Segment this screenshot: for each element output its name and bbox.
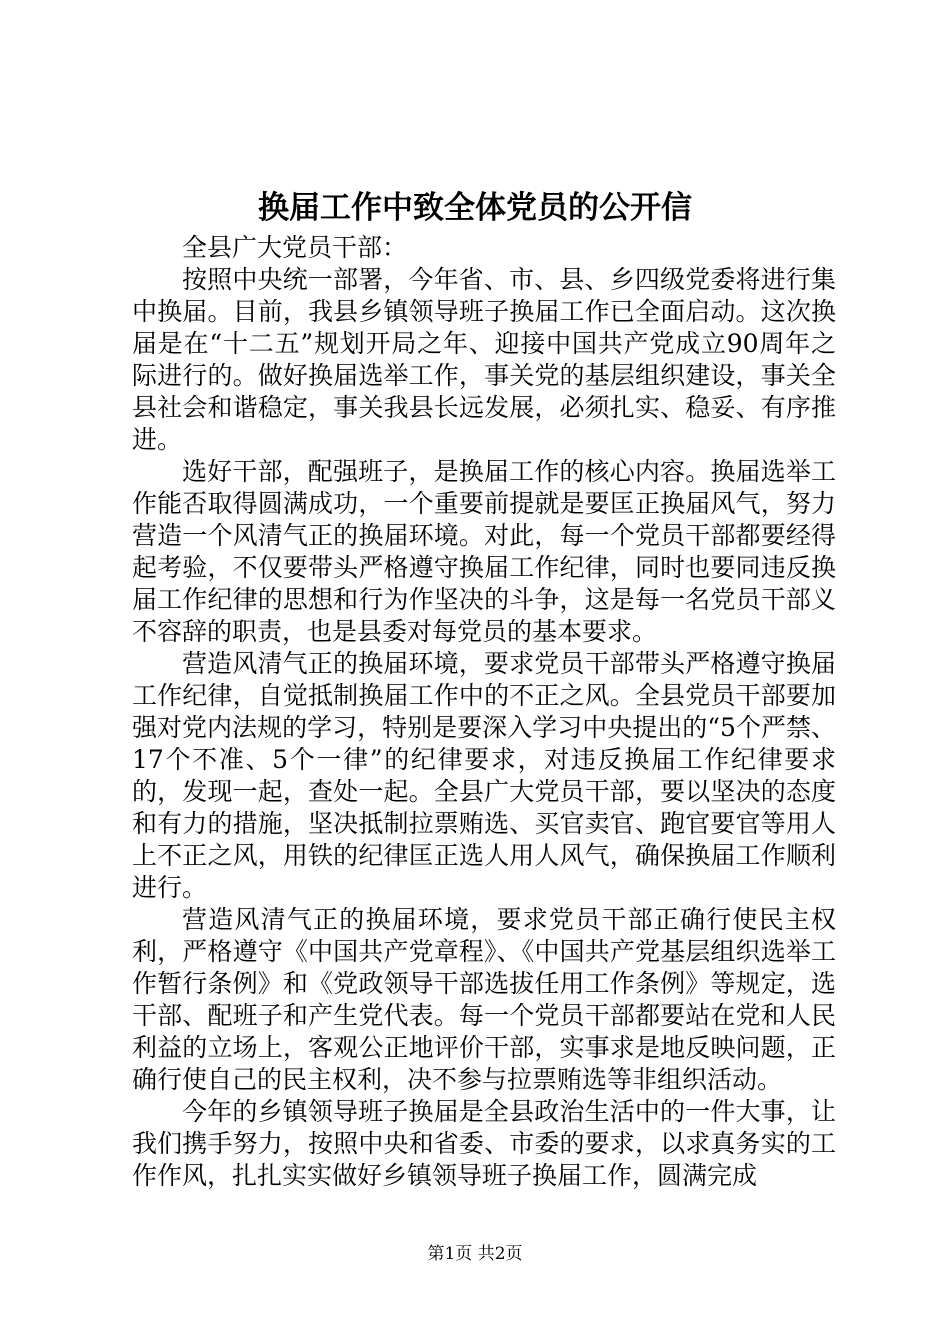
salutation: 全县广大党员干部： xyxy=(182,233,408,262)
paragraph-4: 营造风清气正的换届环境，要求党员干部正确行使民主权利，严格遵守《中国共产党章程》、《中国共产党基层组织选举工作暂行条例》和《党政领导干部选拔任用工作条例》等规定，选干部、配班子和产生党代表。每一个党员干部都要站在党和人民利益的立场上，客观公正地评价干部，实事求是地反映问题，正确行使自己的民主权利，决不参与拉票贿选等非组织活动。 xyxy=(132,905,836,1094)
paragraph-3: 营造风清气正的换届环境，要求党员干部带头严格遵守换届工作纪律，自觉抵制换届工作中的不正之风。全县党员干部要加强对党内法规的学习，特别是要深入学习中央提出的“5个严禁、17个不准、5个一律”的纪律要求，对违反换届工作纪律要求的，发现一起，查处一起。全县广大党员干部，要以坚决的态度和有力的措施，坚决抵制拉票贿选、买官卖官、跑官要官等用人上不正之风，用铁的纪律匡正选人用人风气，确保换届工作顺利进行。 xyxy=(132,649,836,902)
page-footer: 第1页 共2页 xyxy=(427,1244,523,1264)
paragraph-1: 按照中央统一部署，今年省、市、县、乡四级党委将进行集中换届。目前，我县乡镇领导班子换届工作已全面启动。这次换届是在“十二五”规划开局之年、迎接中国共产党成立90周年之际进行的。做好换届选举工作，事关党的基层组织建设，事关全县社会和谐稳定，事关我县长远发展，必须扎实、稳妥、有序推进。 xyxy=(132,265,836,454)
paragraph-5: 今年的乡镇领导班子换届是全县政治生活中的一件大事，让我们携手努力，按照中央和省委、市委的要求，以求真务实的工作作风，扎扎实实做好乡镇领导班子换届工作，圆满完成 xyxy=(132,1097,836,1190)
document-body xyxy=(132,232,836,1192)
paragraph-2: 选好干部，配强班子，是换届工作的核心内容。换届选举工作能否取得圆满成功，一个重要前提就是要匡正换届风气，努力营造一个风清气正的换届环境。对此，每一个党员干部都要经得起考验，不仅要带头严格遵守换届工作纪律，同时也要同违反换届工作纪律的思想和行为作坚决的斗争，这是每一名党员干部义不容辞的职责，也是县委对每党员的基本要求。 xyxy=(132,457,836,646)
document-title: 换届工作中致全体党员的公开信 xyxy=(258,190,692,226)
